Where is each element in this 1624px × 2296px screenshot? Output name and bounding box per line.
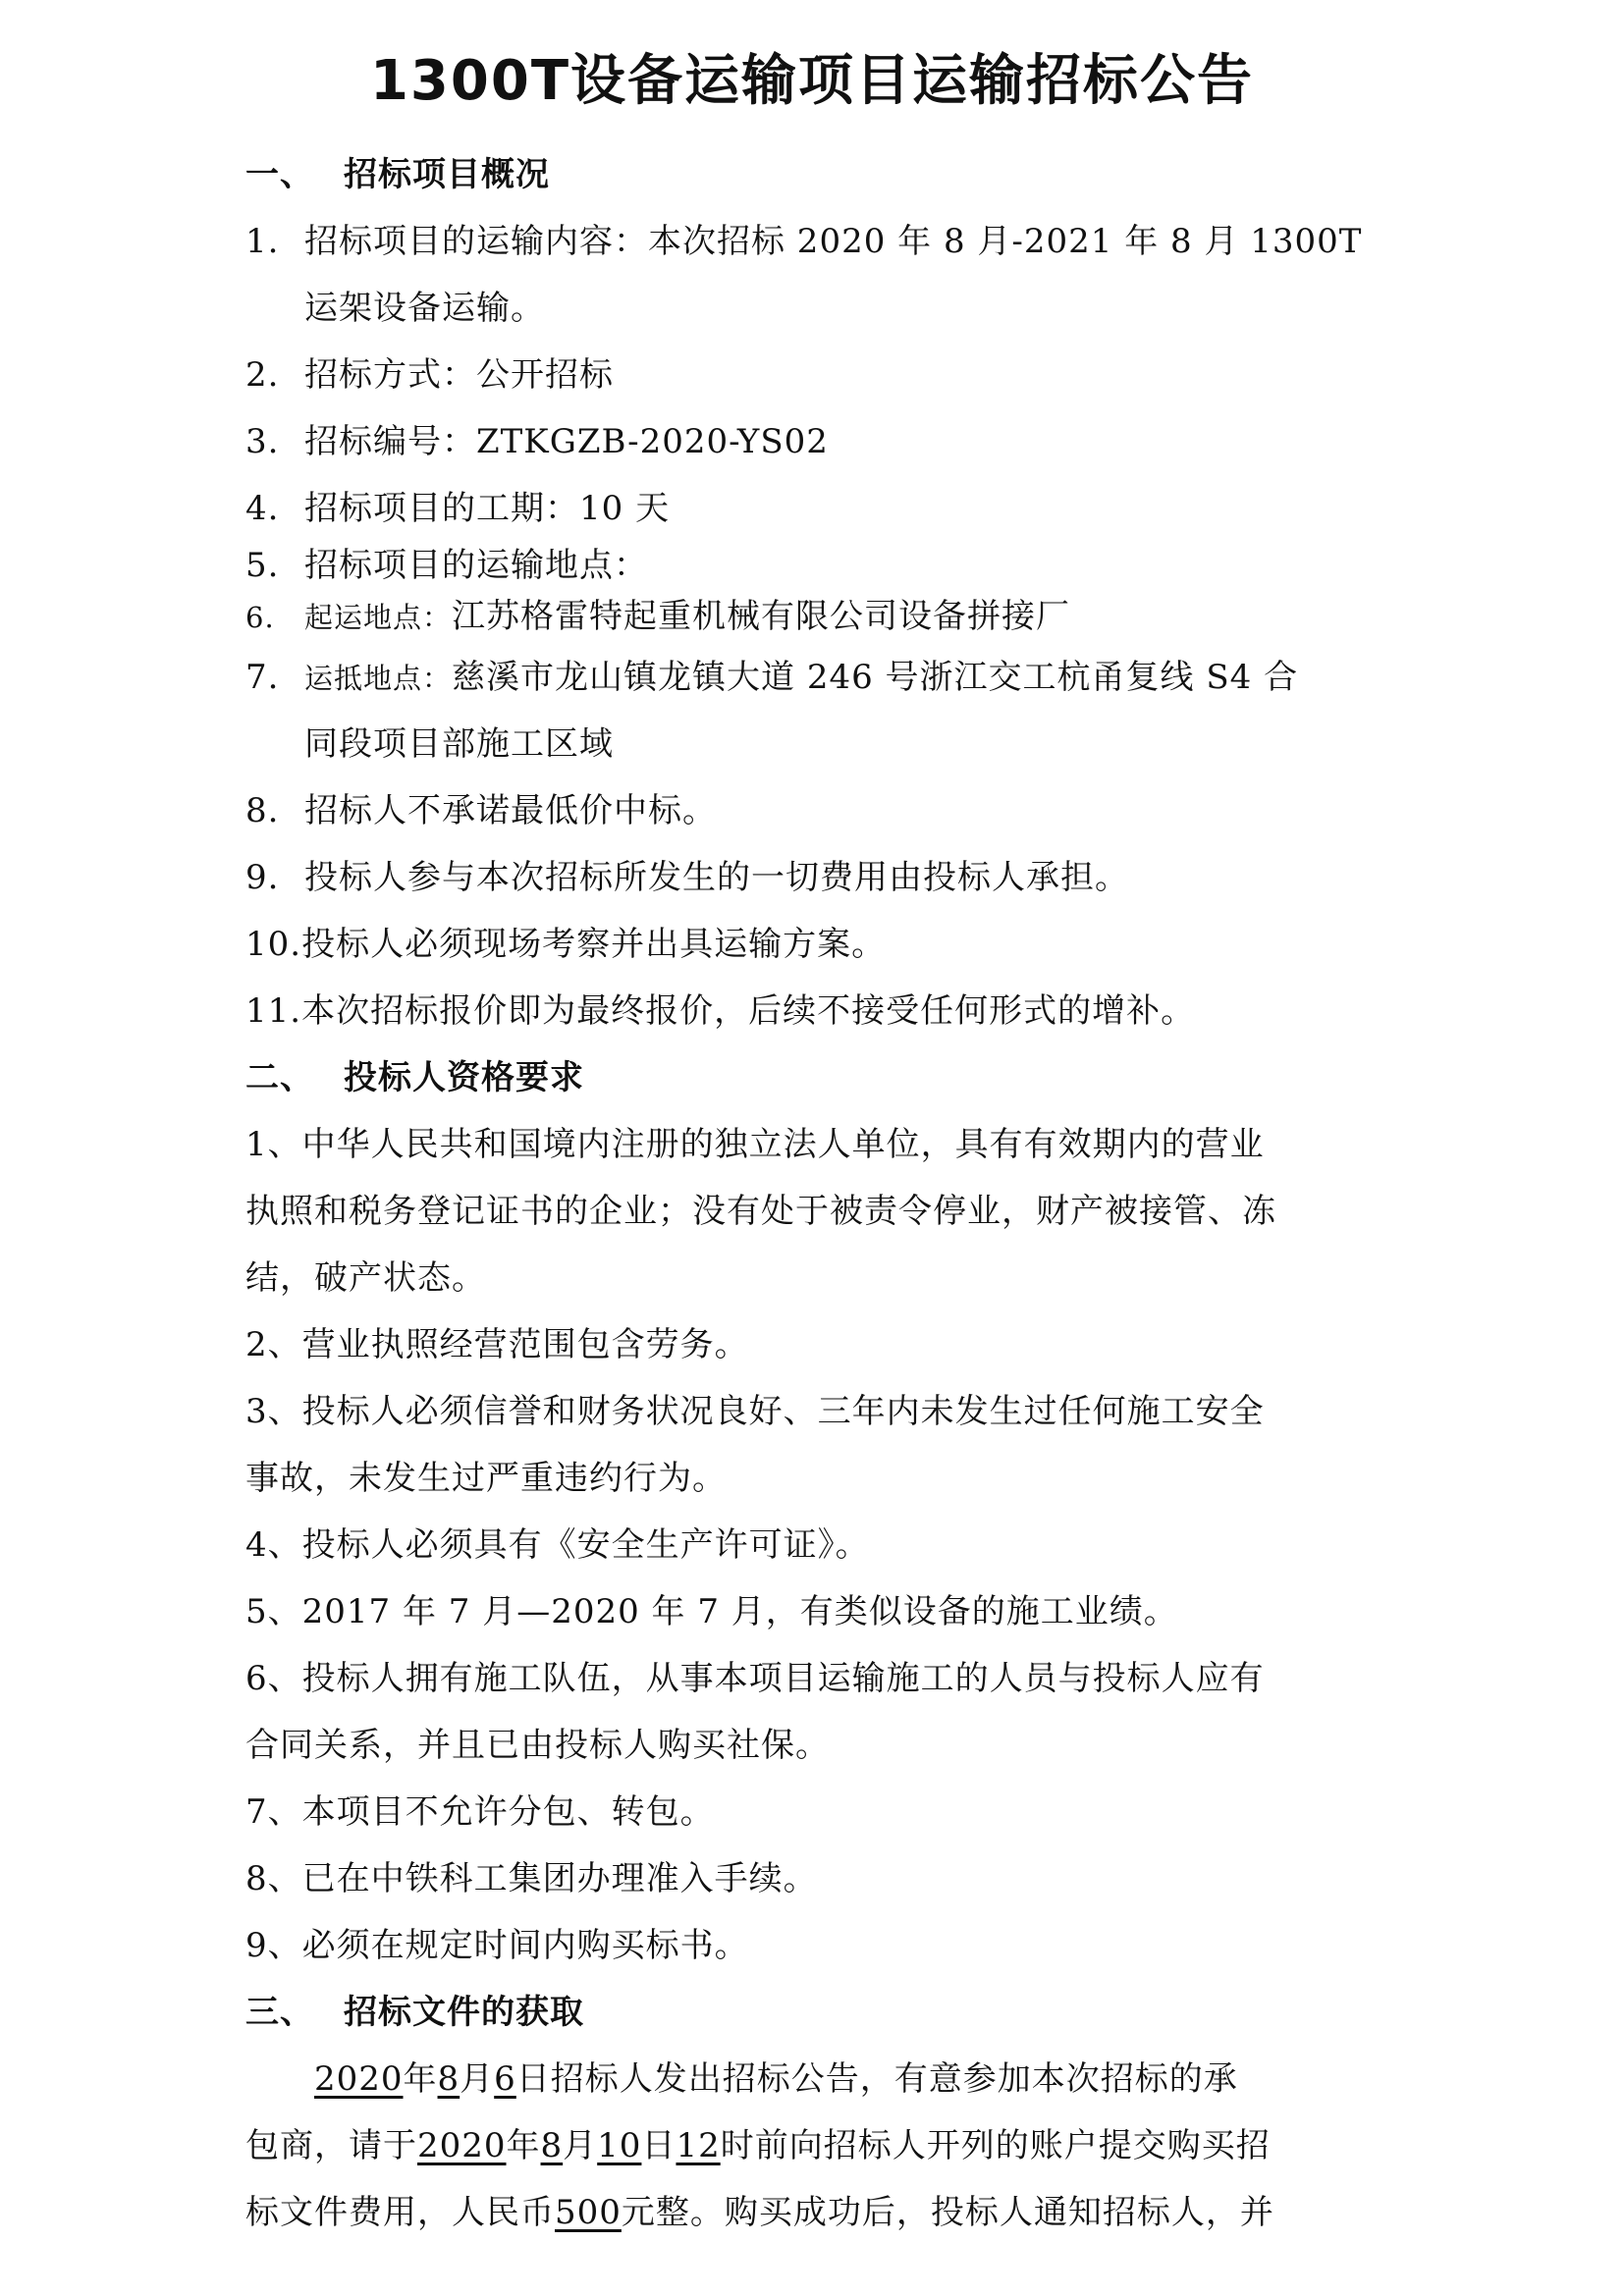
- list-item: 6. 起运地点：江苏格雷特起重机械有限公司设备拼接厂: [245, 597, 1071, 636]
- list-item: 4. 招标项目的工期：10 天: [245, 489, 671, 528]
- section-title: 招标项目概况: [344, 155, 550, 194]
- list-item: 3. 招标编号：ZTKGZB-2020-YS02: [245, 422, 829, 461]
- paragraph-line: 包商，请于2020年8月10日12时前向招标人开列的账户提交购买招: [245, 2126, 1271, 2165]
- list-item: 10.投标人必须现场考察并出具运输方案。: [245, 925, 887, 964]
- filled-month: 8: [540, 2126, 564, 2165]
- section-title: 投标人资格要求: [344, 1058, 584, 1097]
- filled-amount: 500: [555, 2193, 622, 2232]
- paragraph-line: 2020年8月6日招标人发出招标公告，有意参加本次招标的承: [314, 2059, 1238, 2099]
- paragraph-line: 6、投标人拥有施工队伍，从事本项目运输施工的人员与投标人应有: [245, 1659, 1265, 1698]
- item-label: 起运地点：: [304, 601, 453, 634]
- section-1-heading: [245, 147, 550, 195]
- list-item: 11.本次招标报价即为最终报价，后续不接受任何形式的增补。: [245, 991, 1196, 1031]
- section-3-heading: [245, 1985, 584, 2033]
- list-item: 1. 招标项目的运输内容：本次招标 2020 年 8 月-2021 年 8 月 1300T: [245, 222, 1363, 261]
- section-number: 二、: [245, 1058, 314, 1097]
- filled-day: 6: [494, 2059, 516, 2099]
- paragraph-line: 7、本项目不允许分包、转包。: [245, 1792, 715, 1832]
- paragraph-line: 3、投标人必须信誉和财务状况良好、三年内未发生过任何施工安全: [245, 1392, 1265, 1431]
- section-number: 三、: [245, 1993, 314, 2032]
- paragraph-line: 标文件费用，人民币500元整。购买成功后，投标人通知招标人，并: [245, 2193, 1274, 2232]
- filled-month: 8: [437, 2059, 460, 2099]
- paragraph-line: 2、营业执照经营范围包含劳务。: [245, 1325, 749, 1364]
- section-2-heading: [245, 1050, 584, 1098]
- list-item: 5. 招标项目的运输地点：: [245, 546, 648, 585]
- section-title: 招标文件的获取: [344, 1993, 584, 2032]
- paragraph-line: 4、投标人必须具有《安全生产许可证》。: [245, 1525, 870, 1565]
- filled-hour: 12: [676, 2126, 721, 2165]
- filled-day: 10: [597, 2126, 642, 2165]
- list-item: 7. 运抵地点：慈溪市龙山镇龙镇大道 246 号浙江交工杭甬复线 S4 合: [245, 658, 1299, 697]
- list-item-continuation: 同段项目部施工区域: [304, 724, 614, 764]
- section-number: 一、: [245, 155, 314, 194]
- filled-year: 2020: [417, 2126, 507, 2165]
- paragraph-line: 事故，未发生过严重违约行为。: [245, 1459, 727, 1498]
- paragraph-line: 合同关系，并且已由投标人购买社保。: [245, 1726, 830, 1765]
- list-item-continuation: 运架设备运输。: [304, 289, 545, 328]
- list-item: 2. 招标方式：公开招标: [245, 355, 614, 395]
- filled-year: 2020: [314, 2059, 404, 2099]
- item-label: 运抵地点：: [304, 662, 453, 695]
- paragraph-line: 结，破产状态。: [245, 1258, 486, 1298]
- paragraph-line: 8、已在中铁科工集团办理准入手续。: [245, 1859, 818, 1898]
- list-item: 9. 投标人参与本次招标所发生的一切费用由投标人承担。: [245, 858, 1129, 897]
- paragraph-line: 1、中华人民共和国境内注册的独立法人单位，具有有效期内的营业: [245, 1125, 1265, 1164]
- document-title: 1300T设备运输项目运输招标公告: [369, 49, 1255, 113]
- paragraph-line: 5、2017 年 7 月—2020 年 7 月，有类似设备的施工业绩。: [245, 1592, 1178, 1631]
- paragraph-line: 执照和税务登记证书的企业；没有处于被责令停业，财产被接管、冻: [245, 1192, 1276, 1231]
- list-item: 8. 招标人不承诺最低价中标。: [245, 791, 717, 830]
- paragraph-line: 9、必须在规定时间内购买标书。: [245, 1926, 749, 1965]
